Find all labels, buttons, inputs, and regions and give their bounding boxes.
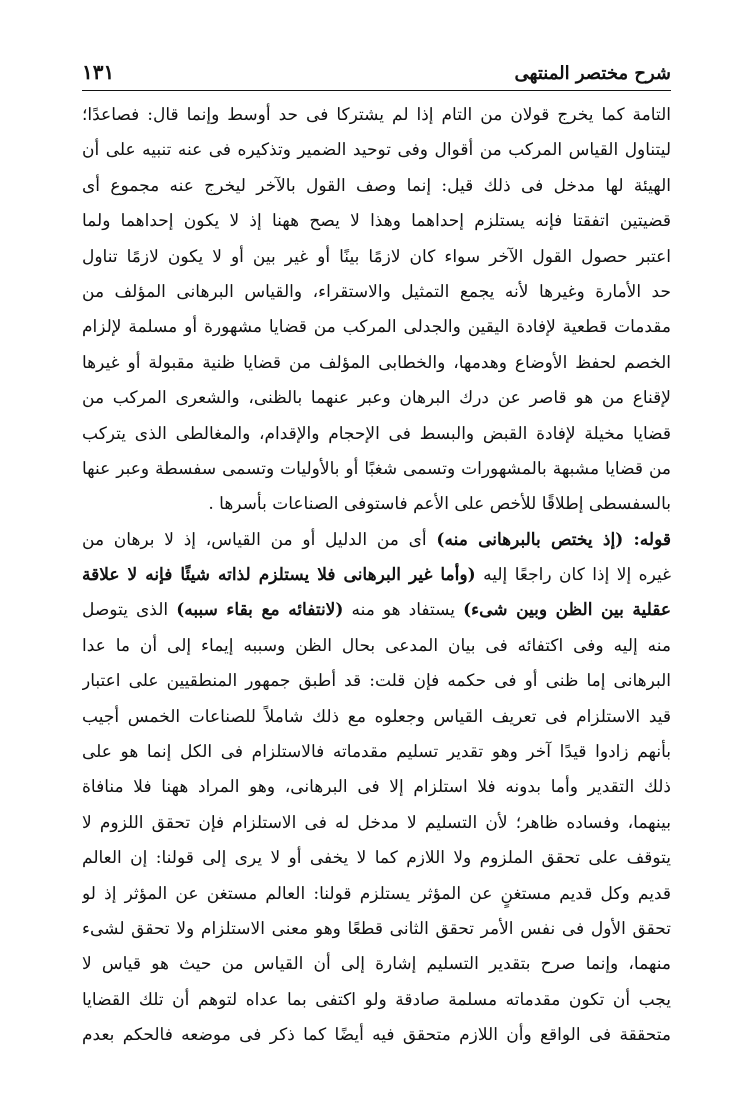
text-line <box>82 487 671 522</box>
text-line <box>82 664 671 699</box>
text-line <box>82 700 671 735</box>
text-line <box>82 735 671 770</box>
text-line <box>82 877 671 912</box>
text-run: قديم وكل قديم مستغنٍ عن المؤثر يستلزم قولنا: العالم مستغن عن المؤثر إذ لو <box>82 883 671 904</box>
text-line <box>82 98 671 133</box>
text-line <box>82 169 671 204</box>
text-run: حد الأمارة وغيرها لأنه يجمع التمثيل والاستقراء، والقياس البرهانى المؤلف من <box>82 281 671 302</box>
bold-quote: (وأما غير البرهانى فلا يستلزم لذاته شيئًا فإنه لا علاقة <box>82 565 476 586</box>
text-line <box>82 452 671 487</box>
text-line <box>82 947 671 982</box>
text-run: منهما، وإنما صرح بتقدير التسليم إشارة إلى أن القياس من حيث هو قياس لا <box>82 954 671 975</box>
text-run: بينهما، وفساده ظاهر؛ لأن التسليم لا مدخل له فى الاستلزام فإن تحقق اللزوم لا <box>82 812 671 833</box>
text-line <box>82 381 671 416</box>
running-title: شرح مختصر المنتهى <box>514 63 671 84</box>
text-run: التامة كما يخرج قولان من التام إذا لم يشتركا فى حد أوسط وإنما قال: فصاعدًا؛ <box>82 105 671 125</box>
text-run: أى من الدليل أو من القياس، إذ لا برهان من <box>82 529 437 550</box>
text-run: الخصم لحفظ الأوضاع وهدمها، والخطابى المؤلف من قضايا ظنية مقبولة أو غيرها <box>82 352 671 373</box>
text-line <box>82 275 671 310</box>
text-line <box>82 558 671 593</box>
text-line <box>82 310 671 345</box>
bold-quote: (لانتفائه مع بقاء سببه) <box>176 600 344 621</box>
text-line <box>82 417 671 452</box>
text-run: من قضايا مشبهة بالمشهورات وتسمى شغبًا أو بالأوليات وتسمى سفسطة وعبر عنها <box>82 458 671 479</box>
text-run: قضيتين اتفقتا فإنه يستلزم إحداهما وهذا لا يصح ههنا إذ لا يكون إحداهما ولما <box>82 211 671 232</box>
text-run: مقدمات قطعية لإفادة اليقين والجدلى المركب من قضايا مشهورة أو مسلمة لإلزام <box>82 317 671 338</box>
text-run: لإقناع من هو قاصر عن درك البرهان وعبر عنهما بالظنى، والشعرى المركب من <box>82 388 671 409</box>
text-line <box>82 204 671 239</box>
bold-quote: عقلية بين الظن وبين شىء) <box>463 600 671 621</box>
text-run: متحققة فى الواقع وأن اللازم متحقق فيه أيضًا كما ذكر فى موضعه فالحكم بعدم <box>82 1025 671 1046</box>
text-line <box>82 629 671 664</box>
text-run: ليتناول القياس المركب من أقوال وفى توحيد الضمير وتذكيره فى عنه تنبيه على أن <box>82 140 671 161</box>
text-run: الذى يتوصل <box>82 600 177 621</box>
page-header <box>82 58 671 88</box>
text-run: بالسفسطى إطلاقًا للأخص على الأعم فاستوفى الصناعات بأسرها . <box>208 494 671 515</box>
text-line <box>82 1018 671 1053</box>
text-run: قيد الاستلزام فى تعريف القياس وجعلوه مع ذلك شاملاً للصناعات الخمس أجيب <box>82 706 671 727</box>
text-line <box>82 841 671 876</box>
text-run: يستفاد هو منه <box>343 600 464 621</box>
text-run: ذلك التقدير وأما بدونه فلا استلزام إلا فى البرهانى، وهو المراد ههنا فلا منافاة <box>82 777 671 798</box>
body-text <box>82 98 671 1054</box>
text-run: قضايا مخيلة لإفادة القبض والبسط فى الإحجام والإقدام، والمغالطى الذى يتركب <box>82 423 671 444</box>
text-run: البرهانى إما ظنى أو فى حكمه فإن قلت: قد أطبق جمهور المنطقيين على اعتبار <box>82 671 671 692</box>
text-run: تحقق الأول فى نفس الأمر تحقق الثانى قطعًا وهو معنى الاستلزام ولا تحقق لشىء <box>82 918 671 939</box>
text-run: غيره إلا إذا كان راجعًا إليه <box>475 565 671 586</box>
text-line <box>82 912 671 947</box>
text-line <box>82 770 671 805</box>
text-line <box>82 240 671 275</box>
text-run: منه إليه وفى اكتفائه فى بيان المدعى بحال الظن وسببه إيماء إلى أن ما عدا <box>82 635 671 656</box>
text-line <box>82 523 671 558</box>
text-run: الهيئة لها مدخل فى ذلك قيل: إنما وصف القول بالآخر ليخرج عنه مجموع أى <box>82 175 671 196</box>
text-run: يجب أن تكون مقدماته مسلمة صادقة ولو اكتفى بما عداه لتوهم أن تلك القضايا <box>82 989 671 1010</box>
text-line <box>82 983 671 1018</box>
text-run: بأنهم زادوا قيدًا آخر وهو تقدير تسليم مقدماته فالاستلزام فى الكل إنما هو على <box>82 742 671 763</box>
text-line <box>82 593 671 628</box>
text-line <box>82 806 671 841</box>
bold-quote: قوله: (إذ يختص بالبرهانى منه) <box>436 529 671 550</box>
text-line <box>82 133 671 168</box>
text-run: يتوقف على تحقق الملزوم ولا اللازم كما لا يخفى أو لا يرى إلى قولنا: إن العالم <box>82 848 671 869</box>
page-number: ١٣١ <box>82 60 115 84</box>
header-divider <box>82 90 671 91</box>
text-line <box>82 346 671 381</box>
text-run: اعتبر حصول القول الآخر سواء كان لازمًا بينًا أو غير بين أو لا يكون لازمًا تناول <box>82 246 671 267</box>
